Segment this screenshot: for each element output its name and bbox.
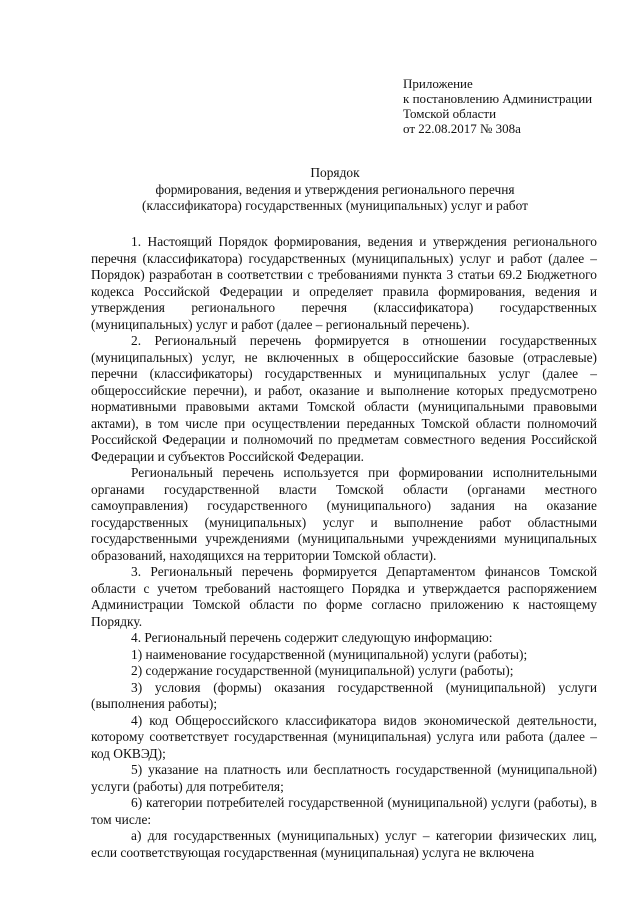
title-line-3: (классификатора) государственных (муниципальных) услуг и работ [142, 198, 528, 213]
list-item-4: 4) код Общероссийского классификатора видов экономической деятельности, которому соответствует государственная (муниципальная) услуга или работа (далее – код ОКВЭД); [91, 712, 597, 761]
paragraph-4: 3. Региональный перечень формируется Департаментом финансов Томской области с учетом требований настоящего Порядка и утверждается распоряжением Администрации Томской области по форме согласно приложению к настоящему Порядку. [91, 564, 597, 629]
appendix-line-3: Томской области [403, 106, 497, 121]
appendix-line-2: к постановлению Администрации [403, 91, 593, 106]
appendix-line-4: от 22.08.2017 № 308а [403, 121, 521, 136]
title-line-2: формирования, ведения и утверждения регионального перечня [155, 181, 515, 197]
appendix-header [403, 76, 592, 136]
appendix-line-1: Приложение [403, 76, 473, 91]
paragraph-2: 2. Региональный перечень формируется в отношении государственных (муниципальных) услуг, не включенных в общероссийские базовые (отраслевые) перечни (классификаторы) государственных и муниципальных услуг (далее – общероссийские перечни), и работ, оказание и выполнение которых предусмотрено нормативными правовыми актами Томской области (муниципальными правовыми актами), в том числе при осуществлении переданных Томской области полномочий Российской Федерации и полномочий по предметам совместного ведения Российской Федерации и субъектов Российской Федерации. [91, 333, 597, 464]
list-subitem-a: а) для государственных (муниципальных) услуг – категории физических лиц, если соответствующая государственная (муниципальная) услуга не включена [91, 828, 597, 860]
list-item-5: 5) указание на платность или бесплатность государственной (муниципальной) услуги (работы) для потребителя; [91, 762, 597, 794]
list-item-3: 3) условия (формы) оказания государственной (муниципальной) услуги (выполнения работы); [91, 679, 597, 711]
paragraph-3: Региональный перечень используется при формировании исполнительными органами государственной власти Томской области (органами местного самоуправления) государственного (муниципального) задания на оказание государственных (муниципальных) услуг и выполнение работ областными государственными учреждениями (муниципальными учреждениями муниципальных образований, находящихся на территории Томской области). [91, 465, 597, 563]
paragraph-5: 4. Региональный перечень содержит следующую информацию: [131, 630, 493, 645]
list-item-6: 6) категории потребителей государственной (муниципальной) услуги (работы), в том числе: [91, 795, 597, 827]
paragraph-1: 1. Настоящий Порядок формирования, ведения и утверждения регионального перечня (классификатора) государственных (муниципальных) услуг и работ (далее – Порядок) разработан в соответствии с требованиями пункта 3 статьи 69.2 Бюджетного кодекса Российской Федерации и определяет правила формирования, ведения и утверждения регионального перечня (классификатора) государственных (муниципальных) услуг и работ (далее – региональный перечень). [91, 234, 597, 332]
document-body [91, 234, 597, 861]
title-line-1: Порядок [310, 165, 360, 180]
document-title [60, 165, 610, 215]
list-item-2: 2) содержание государственной (муниципальной) услуги (работы); [131, 663, 514, 678]
list-item-1: 1) наименование государственной (муниципальной) услуги (работы); [131, 646, 528, 662]
